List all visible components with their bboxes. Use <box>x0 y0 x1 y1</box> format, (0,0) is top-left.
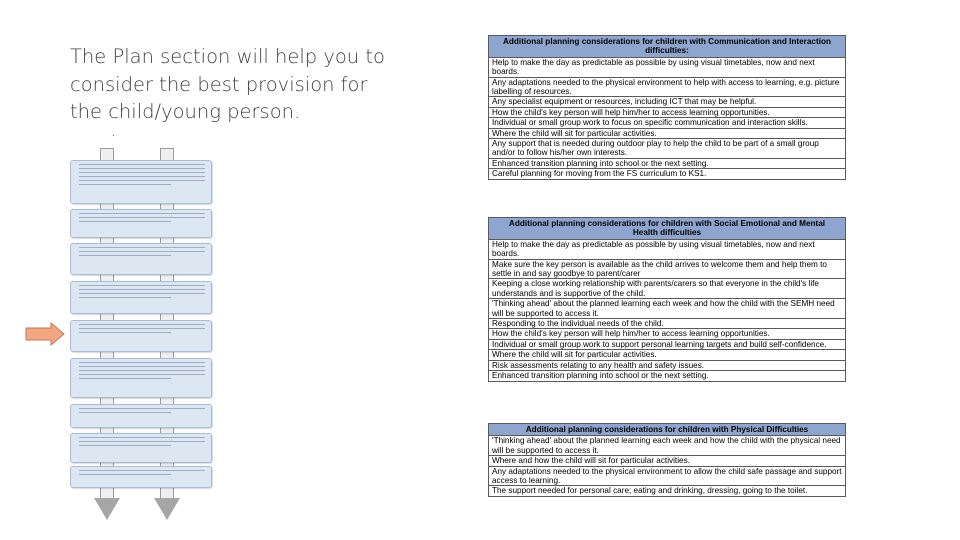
communication-table <box>488 35 846 180</box>
flow-step <box>70 160 212 204</box>
arrow-down-icon <box>94 498 120 520</box>
flow-step-plan <box>70 320 212 352</box>
table-row: Enhanced transition planning into school or the next setting. <box>489 158 846 168</box>
table-row: Individual or small group work to support personal learning targets and build self-confidence. <box>489 339 846 349</box>
table-row: 'Thinking ahead' about the planned learning each week and how the child with the SEMH need will be supported to access it. <box>489 299 846 319</box>
table-row: Help to make the day as predictable as possible by using visual timetables, now and next boards. <box>489 57 846 77</box>
table-row: Make sure the key person is available as the child arrives to welcome them and help them to settle in and say goodbye to parent/carer <box>489 259 846 279</box>
table-row: The support needed for personal care; eating and drinking, dressing, going to the toilet. <box>489 486 846 496</box>
table-row: Risk assessments relating to any health and safety issues. <box>489 360 846 370</box>
table-row: Help to make the day as predictable as possible by using visual timetables, now and next boards. <box>489 239 846 259</box>
flow-step <box>70 358 212 398</box>
table-row: Keeping a close working relationship with parents/carers so that everyone in the child's life understands and is supportive of the child. <box>489 279 846 299</box>
table-row: Enhanced transition planning into school or the next setting. <box>489 371 846 381</box>
page-heading: The Plan section will help you to consider the best provision for the child/young person. <box>70 45 385 123</box>
table-row: Any support that is needed during outdoor play to help the child to be part of a small group and/or to follow his/her own interests. <box>489 139 846 159</box>
flow-step <box>70 281 212 314</box>
table-header: Additional planning considerations for children with Physical Difficulties <box>489 424 846 436</box>
semh-table <box>488 217 846 382</box>
table-row: How the child's key person will help him/her to access learning opportunities. <box>489 329 846 339</box>
table-row: Any specialist equipment or resources, including ICT that may be helpful. <box>489 97 846 107</box>
physical-table <box>488 423 846 497</box>
flow-step <box>70 466 212 488</box>
table-row: How the child's key person will help him/her to access learning opportunities. <box>489 107 846 117</box>
table-row: Individual or small group work to focus on specific communication and interaction skills. <box>489 118 846 128</box>
flow-step <box>70 243 212 275</box>
table-row: Where the child will sit for particular activities. <box>489 128 846 138</box>
stray-dot: . <box>112 128 115 139</box>
flow-rail-cap-left <box>100 148 114 155</box>
table-row: Where the child will sit for particular activities. <box>489 350 846 360</box>
flow-step <box>70 433 212 463</box>
flow-step <box>70 404 212 428</box>
table-header: Additional planning considerations for children with Social Emotional and Mental Health difficulties <box>489 218 846 240</box>
table-header: Additional planning considerations for children with Communication and Interaction difficulties: <box>489 36 846 58</box>
arrow-down-icon <box>154 498 180 520</box>
table-row: 'Thinking ahead' about the planned learning each week and how the child with the physical need will be supported to access it. <box>489 436 846 456</box>
table-row: Any adaptations needed to the physical environment to help with access to learning, e.g. picture labelling of resources. <box>489 77 846 97</box>
table-row: Any adaptations needed to the physical environment to allow the child safe passage and support access to learning. <box>489 466 846 486</box>
flow-step <box>70 209 212 238</box>
flow-rail-cap-right <box>160 148 174 155</box>
table-row: Careful planning for moving from the FS curriculum to KS1. <box>489 169 846 179</box>
process-flowchart <box>64 148 224 523</box>
table-row: Where and how the child will sit for particular activities. <box>489 456 846 466</box>
table-row: Responding to the individual needs of the child. <box>489 319 846 329</box>
arrow-right-icon <box>25 322 65 346</box>
